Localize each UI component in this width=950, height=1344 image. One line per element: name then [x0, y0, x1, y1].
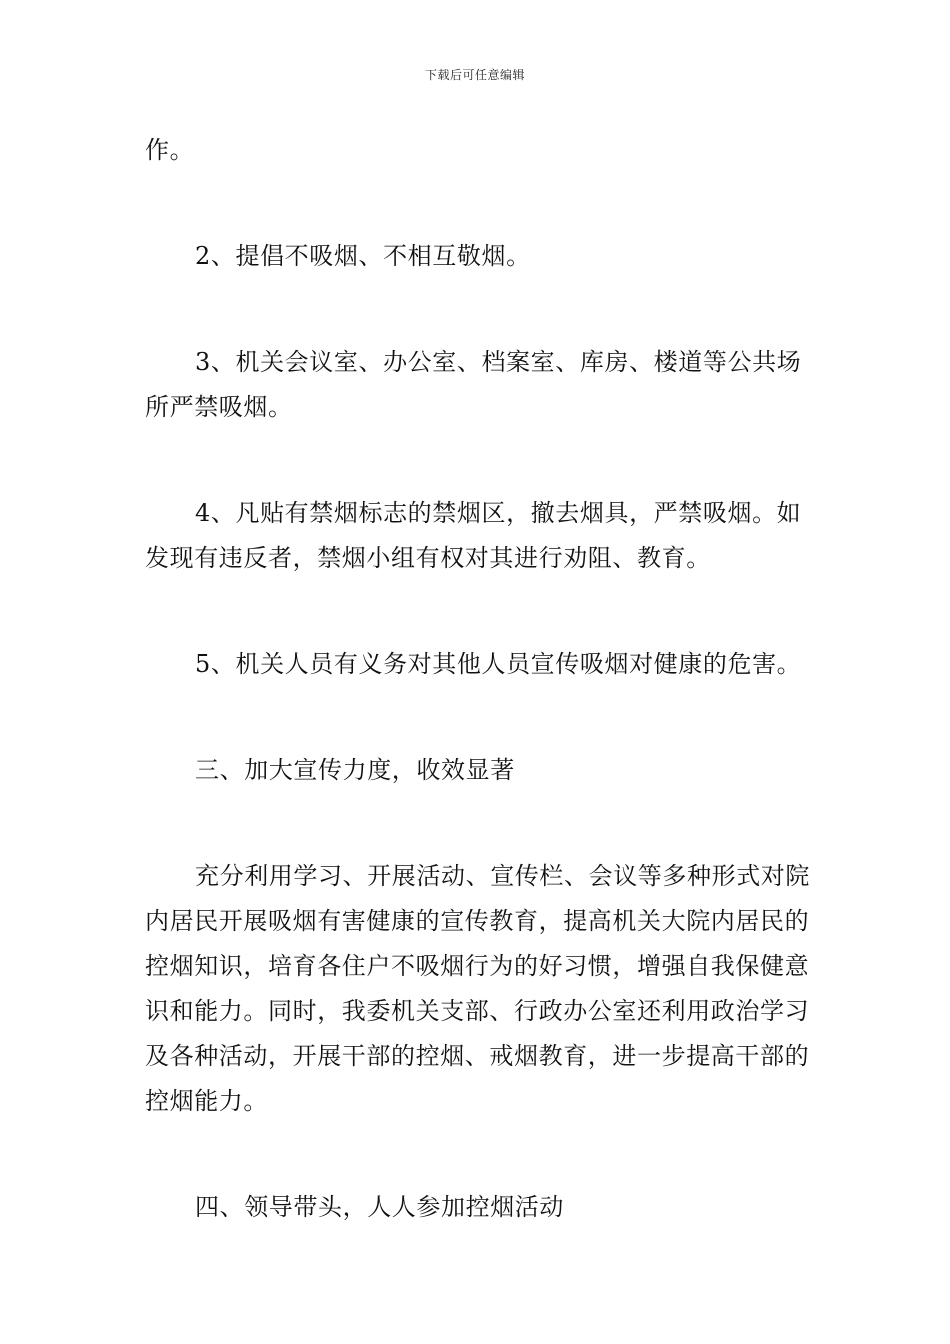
- section-heading-4: 四、领导带头，人人参加控烟活动: [195, 1193, 564, 1221]
- paragraph-item-3: 3、机关会议室、办公室、档案室、库房、楼道等公共场所严禁吸烟。: [145, 348, 802, 421]
- paragraph-item-4: 4、凡贴有禁烟标志的禁烟区，撤去烟具，严禁吸烟。如发现有违反者，禁烟小组有权对其进行劝阻、教育。: [145, 499, 802, 572]
- section-heading-3: 三、加大宣传力度，收效显著: [195, 756, 515, 784]
- paragraph-continuation: 作。: [145, 136, 195, 164]
- paragraph-item-5: 5、机关人员有义务对其他人员宣传吸烟对健康的危害。: [195, 650, 802, 678]
- header-note: 下载后可任意编辑: [424, 68, 525, 82]
- paragraph-publicity: 充分利用学习、开展活动、宣传栏、会议等多种形式对院内居民开展吸烟有害健康的宣传教育，提高机关大院内居民的控烟知识，培育各住户不吸烟行为的好习惯，增强自我保健意识和能力。同时，我委机关支部、行政办公室还利用政治学习及各种活动，开展干部的控烟、戒烟教育，进一步提高干部的控烟能力。: [145, 862, 810, 1115]
- paragraph-item-2: 2、提倡不吸烟、不相互敬烟。: [195, 242, 531, 270]
- document-body: [145, 128, 810, 1230]
